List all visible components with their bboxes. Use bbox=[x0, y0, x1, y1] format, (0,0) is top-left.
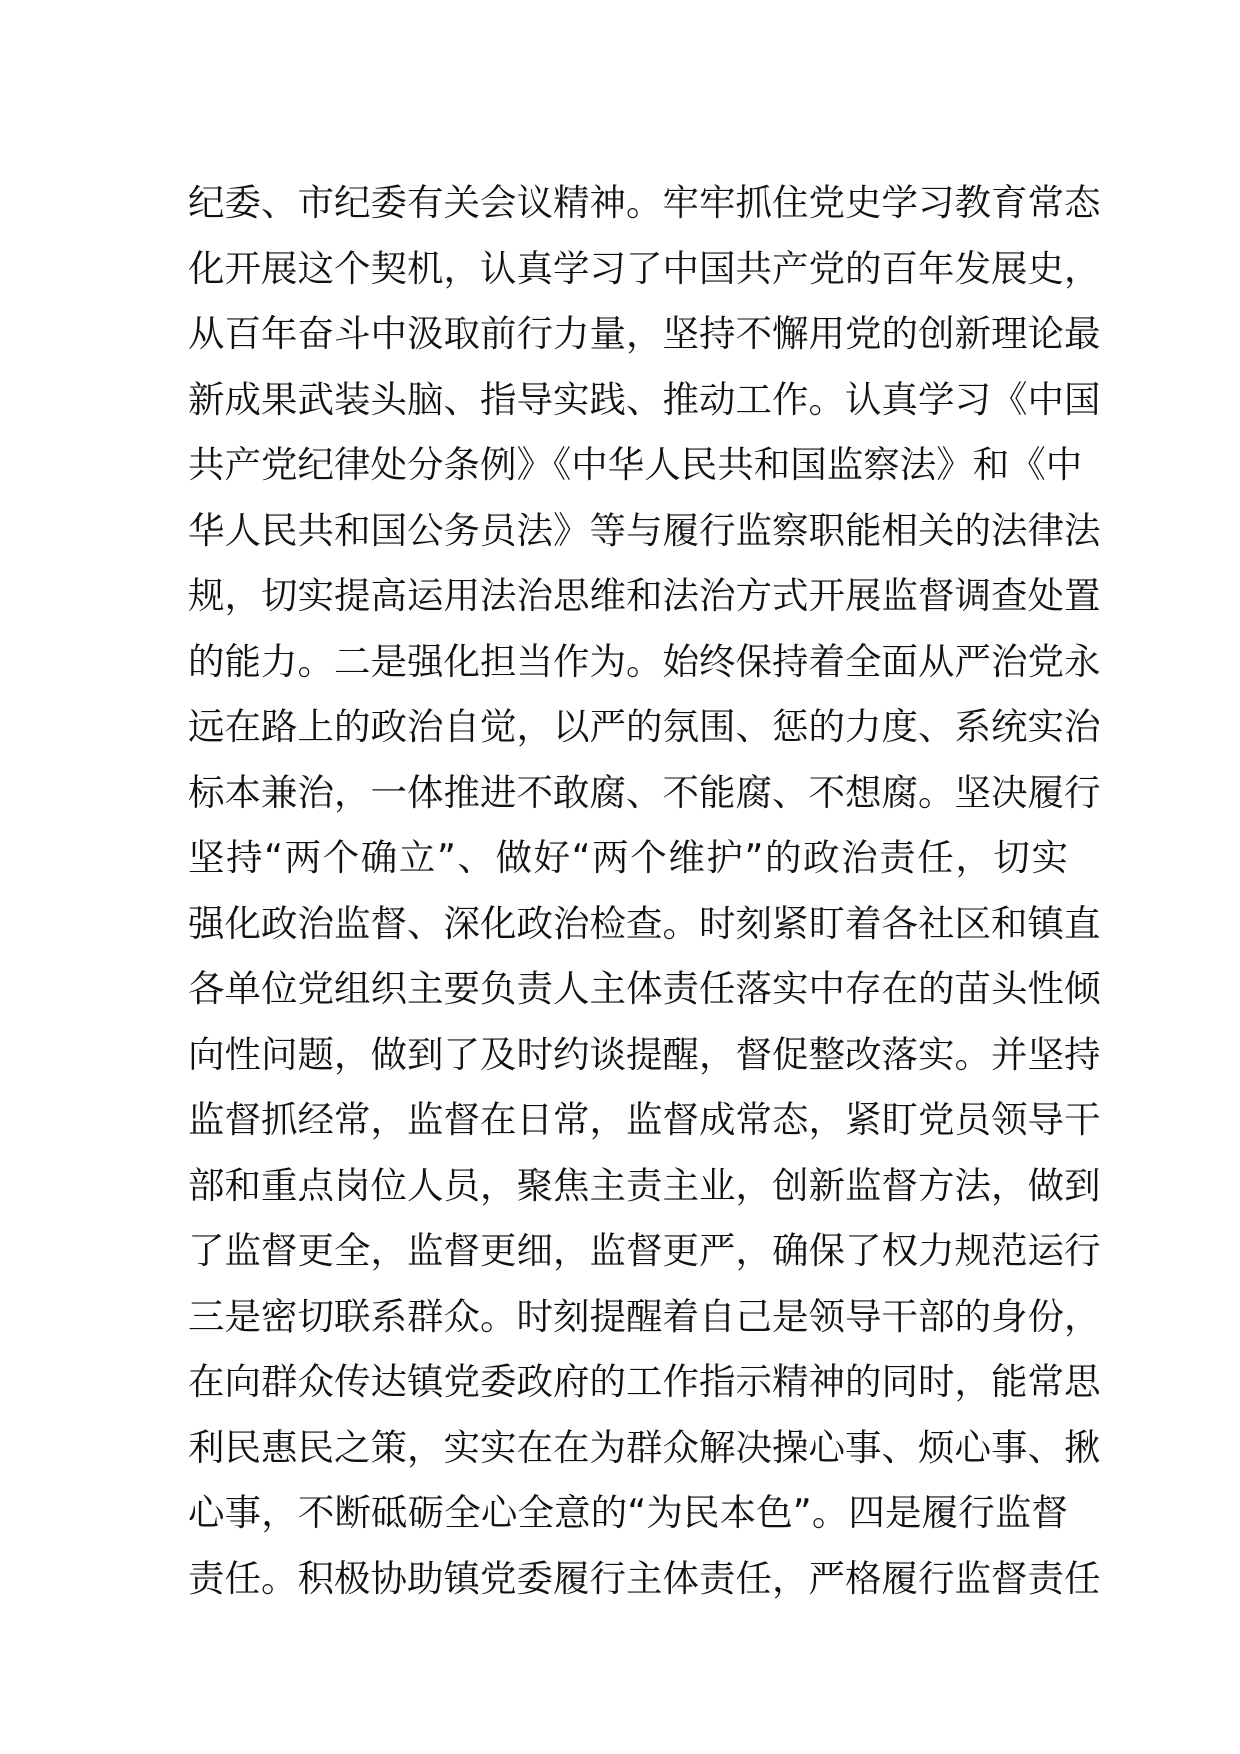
text-line: 坚持“两个确立”、做好“两个维护”的政治责任，切实 bbox=[188, 836, 1068, 879]
text-line: 规，切实提高运用法治思维和法治方式开展监督调查处置 bbox=[188, 574, 1101, 617]
body-paragraph bbox=[188, 170, 1101, 1611]
text-line: 向性问题，做到了及时约谈提醒，督促整改落实。并坚持 bbox=[188, 1032, 1101, 1076]
text-line: 心事，不断砥砺全心全意的“为民本色”。四是履行监督 bbox=[188, 1491, 1068, 1534]
text-line: 新成果武装头脑、指导实践、推动工作。认真学习《中国 bbox=[188, 377, 1101, 421]
text-line: 标本兼治，一体推进不敢腐、不能腐、不想腐。坚决履行 bbox=[188, 770, 1101, 814]
text-line: 纪委、市纪委有关会议精神。牢牢抓住党史学习教育常态 bbox=[188, 181, 1101, 224]
text-line: 的能力。二是强化担当作为。始终保持着全面从严治党永 bbox=[188, 639, 1101, 683]
text-line: 了监督更全，监督更细，监督更严，确保了权力规范运行 bbox=[188, 1229, 1101, 1272]
text-line: 在向群众传达镇党委政府的工作指示精神的同时，能常思 bbox=[188, 1360, 1101, 1403]
text-line: 部和重点岗位人员，聚焦主责主业，创新监督方法，做到 bbox=[188, 1163, 1101, 1207]
text-line: 华人民共和国公务员法》等与履行监察职能相关的法律法 bbox=[188, 508, 1101, 552]
text-line: 共产党纪律处分条例》《中华人民共和国监察法》和《中 bbox=[188, 443, 1083, 486]
text-line: 从百年奋斗中汲取前行力量，坚持不懈用党的创新理论最 bbox=[188, 312, 1101, 355]
text-line: 强化政治监督、深化政治检查。时刻紧盯着各社区和镇直 bbox=[188, 901, 1101, 945]
text-line: 监督抓经常，监督在日常，监督成常态，紧盯党员领导干 bbox=[188, 1098, 1101, 1141]
text-line: 远在路上的政治自觉，以严的氛围、惩的力度、系统实治 bbox=[188, 705, 1101, 748]
text-line: 三是密切联系群众。时刻提醒着自己是领导干部的身份， bbox=[188, 1294, 1101, 1338]
text-line: 各单位党组织主要负责人主体责任落实中存在的苗头性倾 bbox=[188, 967, 1101, 1010]
text-line: 责任。积极协助镇党委履行主体责任，严格履行监督责任 bbox=[188, 1556, 1101, 1600]
text-line: 利民惠民之策，实实在在为群众解决操心事、烦心事、揪 bbox=[188, 1425, 1101, 1469]
text-line: 化开展这个契机，认真学习了中国共产党的百年发展史， bbox=[188, 246, 1101, 290]
